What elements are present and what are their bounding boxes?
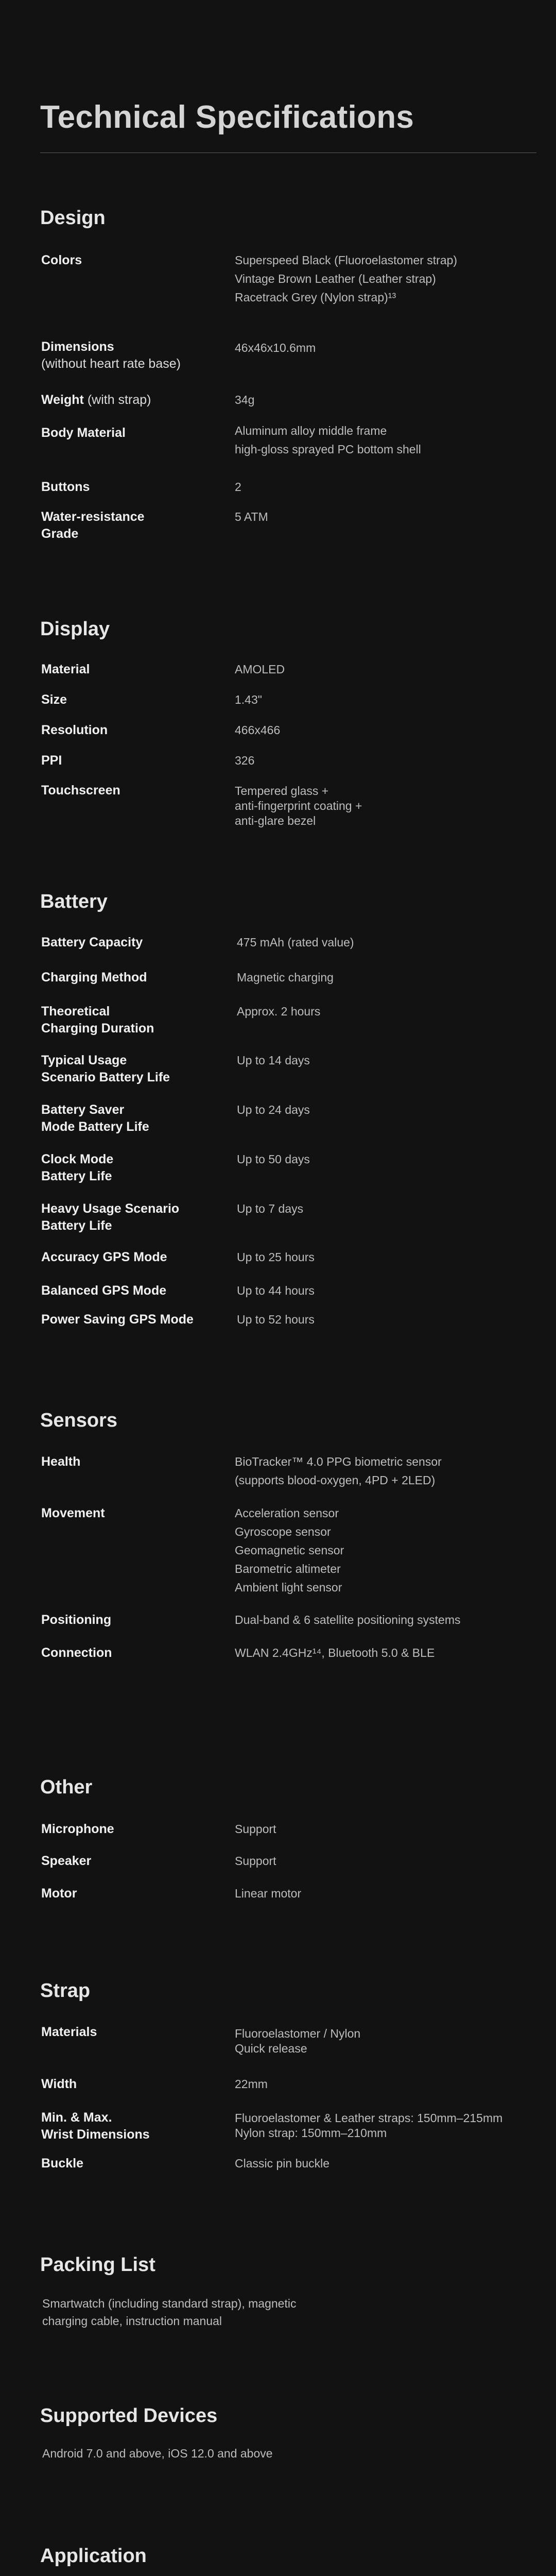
spec-value-dimensions: 46x46x10.6mm bbox=[235, 341, 316, 354]
spec-value-speaker: Support bbox=[235, 1854, 276, 1868]
spec-value-movement bbox=[235, 1504, 538, 1597]
spec-label-size: Size bbox=[41, 692, 67, 707]
spec-value-buckle: Classic pin buckle bbox=[235, 2157, 330, 2170]
water-label-line: Water-resistance bbox=[41, 510, 145, 524]
spec-label-balanced-gps: Balanced GPS Mode bbox=[41, 1283, 167, 1298]
section-title-strap: Strap bbox=[40, 1980, 91, 2002]
spec-value-health bbox=[235, 1452, 538, 1489]
weight-label-sub: (with strap) bbox=[83, 393, 151, 407]
spec-label-water-resistance bbox=[41, 509, 211, 543]
body-material-line: high-gloss sprayed PC bottom shell bbox=[235, 443, 421, 456]
weight-label-text: Weight bbox=[41, 393, 84, 407]
dimensions-label-text: Dimensions bbox=[41, 340, 114, 354]
spec-value-touchscreen bbox=[235, 784, 538, 828]
spec-label-charging-duration bbox=[41, 1003, 211, 1037]
movement-sensor: Gyroscope sensor bbox=[235, 1525, 331, 1538]
dimensions-label-sub: (without heart rate base) bbox=[41, 357, 181, 371]
spec-label-display-material: Material bbox=[41, 662, 90, 676]
spec-label-charging-method: Charging Method bbox=[41, 970, 147, 985]
duration-label-line: Theoretical bbox=[41, 1004, 110, 1019]
spec-value-display-material: AMOLED bbox=[235, 663, 285, 676]
spec-value-weight: 34g bbox=[235, 393, 255, 406]
spec-value-battery-capacity: 475 mAh (rated value) bbox=[237, 936, 354, 949]
spec-value-charging-duration: Approx. 2 hours bbox=[237, 1005, 321, 1018]
heavy-label-line: Heavy Usage Scenario bbox=[41, 1201, 180, 1216]
section-title-other: Other bbox=[40, 1776, 93, 1798]
touchscreen-line: anti-glare bezel bbox=[235, 814, 316, 827]
section-title-packing-list: Packing List bbox=[40, 2254, 155, 2276]
packing-line: Smartwatch (including standard strap), magnetic bbox=[42, 2297, 297, 2310]
spec-label-battery-saver bbox=[41, 1101, 211, 1136]
health-line: (supports blood-oxygen, 4PD + 2LED) bbox=[235, 1473, 436, 1487]
spec-label-accuracy-gps: Accuracy GPS Mode bbox=[41, 1250, 167, 1264]
spec-label-colors: Colors bbox=[41, 253, 82, 267]
spec-value-ppi: 326 bbox=[235, 754, 255, 767]
spec-value-positioning: Dual-band & 6 satellite positioning systems bbox=[235, 1613, 461, 1626]
color-option: Vintage Brown Leather (Leather strap) bbox=[235, 272, 436, 285]
spec-value-motor: Linear motor bbox=[235, 1887, 302, 1900]
spec-value-heavy-usage: Up to 7 days bbox=[237, 1202, 304, 1215]
page-title: Technical Specifications bbox=[40, 99, 414, 135]
spec-label-resolution: Resolution bbox=[41, 723, 108, 737]
spec-label-motor: Motor bbox=[41, 1886, 77, 1901]
spec-value-size: 1.43" bbox=[235, 693, 262, 706]
packing-line: charging cable, instruction manual bbox=[42, 2314, 222, 2328]
spec-label-weight bbox=[41, 392, 211, 409]
saver-label-line: Mode Battery Life bbox=[41, 1120, 149, 1134]
typical-label-line: Typical Usage bbox=[41, 1053, 127, 1067]
spec-value-wrist-dimensions bbox=[235, 2111, 538, 2141]
spec-label-body-material: Body Material bbox=[41, 426, 126, 440]
spec-label-clock-mode bbox=[41, 1151, 211, 1185]
section-title-supported-devices: Supported Devices bbox=[40, 2405, 218, 2427]
spec-label-typical-usage bbox=[41, 1052, 211, 1086]
spec-label-microphone: Microphone bbox=[41, 1822, 114, 1836]
spec-value-charging-method: Magnetic charging bbox=[237, 971, 334, 984]
touchscreen-line: anti-fingerprint coating + bbox=[235, 799, 362, 812]
spec-value-colors bbox=[235, 251, 538, 307]
touchscreen-line: Tempered glass + bbox=[235, 784, 329, 798]
heavy-label-line: Battery Life bbox=[41, 1218, 112, 1233]
section-title-battery: Battery bbox=[40, 891, 108, 912]
spec-label-power-saving-gps: Power Saving GPS Mode bbox=[41, 1312, 194, 1327]
spec-value-body-material bbox=[235, 421, 538, 459]
spec-label-positioning: Positioning bbox=[41, 1613, 112, 1627]
section-title-display: Display bbox=[40, 618, 110, 640]
supported-devices-text: Android 7.0 and above, iOS 12.0 and above bbox=[42, 2447, 273, 2460]
spec-label-wrist-dimensions bbox=[41, 2109, 211, 2143]
strap-material-line: Quick release bbox=[235, 2042, 307, 2055]
section-title-sensors: Sensors bbox=[40, 1410, 117, 1431]
duration-label-line: Charging Duration bbox=[41, 1021, 154, 1036]
packing-list-text bbox=[42, 2295, 403, 2330]
wrist-dimension-line: Fluoroelastomer & Leather straps: 150mm–215mm bbox=[235, 2111, 503, 2125]
water-label-line: Grade bbox=[41, 527, 79, 541]
spec-label-strap-width: Width bbox=[41, 2077, 77, 2091]
spec-label-heavy-usage bbox=[41, 1200, 211, 1234]
wrist-dimension-line: Nylon strap: 150mm–210mm bbox=[235, 2126, 387, 2140]
spec-label-strap-materials: Materials bbox=[41, 2025, 97, 2039]
color-option: Superspeed Black (Fluoroelastomer strap) bbox=[235, 253, 458, 267]
spec-value-water-resistance: 5 ATM bbox=[235, 510, 268, 523]
spec-value-strap-materials bbox=[235, 2026, 538, 2056]
body-material-line: Aluminum alloy middle frame bbox=[235, 424, 387, 437]
spec-label-speaker: Speaker bbox=[41, 1854, 92, 1868]
saver-label-line: Battery Saver bbox=[41, 1103, 125, 1117]
spec-value-buttons: 2 bbox=[235, 480, 241, 494]
spec-value-balanced-gps: Up to 44 hours bbox=[237, 1284, 315, 1297]
spec-value-power-saving-gps: Up to 52 hours bbox=[237, 1313, 315, 1326]
spec-label-battery-capacity: Battery Capacity bbox=[41, 935, 143, 950]
spec-value-microphone: Support bbox=[235, 1822, 276, 1836]
movement-sensor: Acceleration sensor bbox=[235, 1506, 339, 1520]
spec-label-ppi: PPI bbox=[41, 753, 62, 768]
spec-value-connection: WLAN 2.4GHz¹⁴, Bluetooth 5.0 & BLE bbox=[235, 1646, 435, 1659]
color-option: Racetrack Grey (Nylon strap)¹³ bbox=[235, 291, 396, 304]
spec-label-buckle: Buckle bbox=[41, 2156, 83, 2171]
wrist-label-line: Min. & Max. bbox=[41, 2110, 112, 2125]
clock-label-line: Battery Life bbox=[41, 1169, 112, 1183]
clock-label-line: Clock Mode bbox=[41, 1152, 114, 1166]
strap-material-line: Fluoroelastomer / Nylon bbox=[235, 2027, 361, 2040]
typical-label-line: Scenario Battery Life bbox=[41, 1070, 170, 1084]
section-title-application: Application bbox=[40, 2545, 147, 2567]
spec-label-connection: Connection bbox=[41, 1646, 112, 1660]
section-title-design: Design bbox=[40, 207, 106, 229]
health-line: BioTracker™ 4.0 PPG biometric sensor bbox=[235, 1455, 442, 1468]
title-divider bbox=[40, 152, 536, 153]
spec-label-movement: Movement bbox=[41, 1506, 105, 1520]
spec-label-touchscreen: Touchscreen bbox=[41, 783, 120, 798]
spec-value-typical-usage: Up to 14 days bbox=[237, 1054, 310, 1067]
spec-label-dimensions bbox=[41, 338, 211, 372]
movement-sensor: Ambient light sensor bbox=[235, 1581, 342, 1594]
wrist-label-line: Wrist Dimensions bbox=[41, 2127, 150, 2142]
spec-value-battery-saver: Up to 24 days bbox=[237, 1103, 310, 1116]
spec-value-accuracy-gps: Up to 25 hours bbox=[237, 1250, 315, 1264]
spec-value-resolution: 466x466 bbox=[235, 723, 281, 737]
spec-label-buttons: Buttons bbox=[41, 480, 90, 494]
spec-label-health: Health bbox=[41, 1454, 81, 1469]
spec-value-clock-mode: Up to 50 days bbox=[237, 1153, 310, 1166]
movement-sensor: Barometric altimeter bbox=[235, 1562, 341, 1575]
movement-sensor: Geomagnetic sensor bbox=[235, 1544, 344, 1557]
spec-value-strap-width: 22mm bbox=[235, 2077, 268, 2091]
